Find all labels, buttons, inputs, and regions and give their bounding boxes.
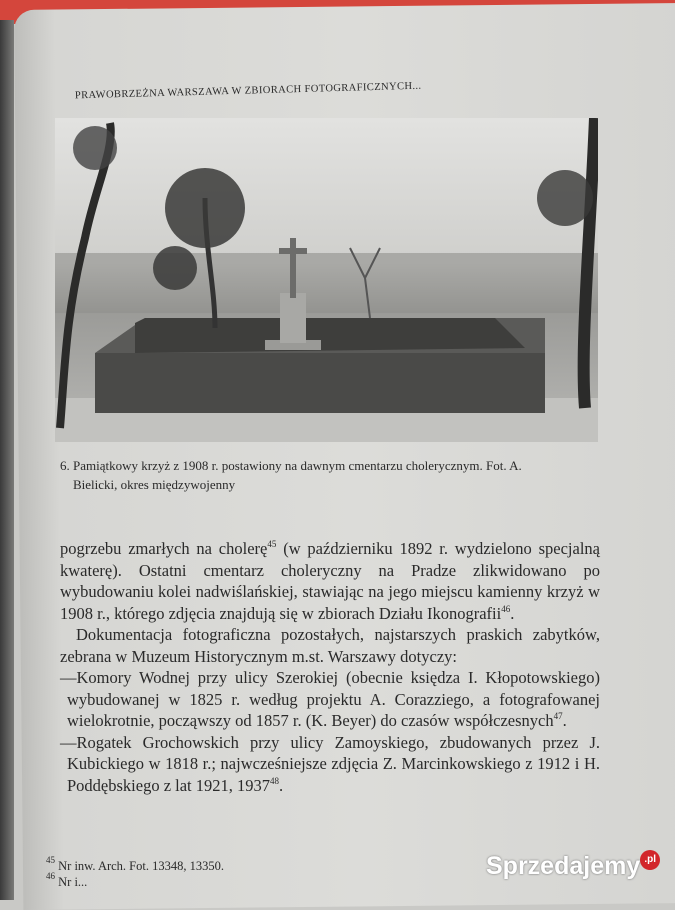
- footnote-number: 46: [46, 871, 55, 881]
- text: .: [510, 603, 515, 623]
- footnote-number: 45: [46, 855, 55, 865]
- watermark-logo: [486, 850, 660, 881]
- footnotes: [46, 855, 224, 890]
- footnote-ref: 47: [553, 711, 563, 721]
- list-item: —Rogatek Grochowskich przy ulicy Zamoyskiego, zbudowanych przez J. Kubickiego w 1818 r.; najwcześniejsze zdjęcia Z. Marcinkowskiego z 1912 i H. Poddębskiego z lat 1921, 1937$^{48}$.: [60, 732, 600, 795]
- footnote-ref: 48: [270, 775, 280, 786]
- watermark-badge: .pl: [640, 850, 660, 870]
- body-text: [60, 538, 600, 796]
- footnote-text: Nr i...: [58, 875, 88, 889]
- footnote: [46, 871, 224, 890]
- footnote: [46, 855, 224, 874]
- text: —Komory Wodnej przy ulicy Szerokiej (obecnie księdza I. Kłopotowskiego) wybudowanej w 1825 r. według projektu A. Corazziego, a fotografowanej wielokrotnie, począwszy od 1857 r. (K. Beyer) do czasów współczesnych: [60, 668, 600, 730]
- text: pogrzebu zmarłych na cholerę: [60, 539, 268, 558]
- figure-caption: [60, 456, 600, 494]
- paragraph: Dokumentacja fotograficzna pozostałych, najstarszych praskich zabytków, zebrana w Muzeum Historycznym m.st. Warszawy dotyczy:: [60, 625, 600, 666]
- paragraph: [60, 538, 600, 624]
- watermark-text: Sprzedajemy: [486, 852, 641, 880]
- caption-line: Bielicki, okres międzywojenny: [73, 477, 236, 492]
- footnote-ref: 46: [501, 603, 511, 614]
- footnote-ref: 45: [267, 539, 277, 549]
- list-item: —Komory Wodnej przy ulicy Szerokiej (obecnie księdza I. Kłopotowskiego) wybudowanej w 1825 r. według projektu A. Corazziego, a fotografowanej wielokrotnie, począwszy od 1857 r. (K. Beyer) do czasów współczesnych$^{47}$.: [60, 668, 600, 730]
- text: (w październiku 1892 r. wydzielono specjalną kwaterę). Ostatni cmentarz choleryczny na Pradze zlikwidowano po wybudowaniu kolei nadwiślańskiej, stawiając na jego miejscu kamienny krzyż w 1908 r., którego zdjęcia znajdują się w zbiorach Działu Ikonografii: [60, 539, 600, 623]
- text: —Rogatek Grochowskich przy ulicy Zamoyskiego, zbudowanych przez J. Kubickiego w 1818 r.; najwcześniejsze zdjęcia Z. Marcinkowskiego z 1912 i H. Poddębskiego z lat 1921, 1937: [60, 732, 600, 795]
- footnote-text: Nr inw. Arch. Fot. 13348, 13350.: [58, 859, 224, 873]
- running-header: PRAWOBRZEŻNA WARSZAWA W ZBIORACH FOTOGRAFICZNYCH...: [74, 80, 422, 102]
- historical-photo-cross: [55, 118, 598, 442]
- caption-line: 6. Pamiątkowy krzyż z 1908 r. postawiony na dawnym cmentarzu cholerycznym. Fot. A.: [60, 458, 522, 473]
- page-edge: [0, 20, 14, 900]
